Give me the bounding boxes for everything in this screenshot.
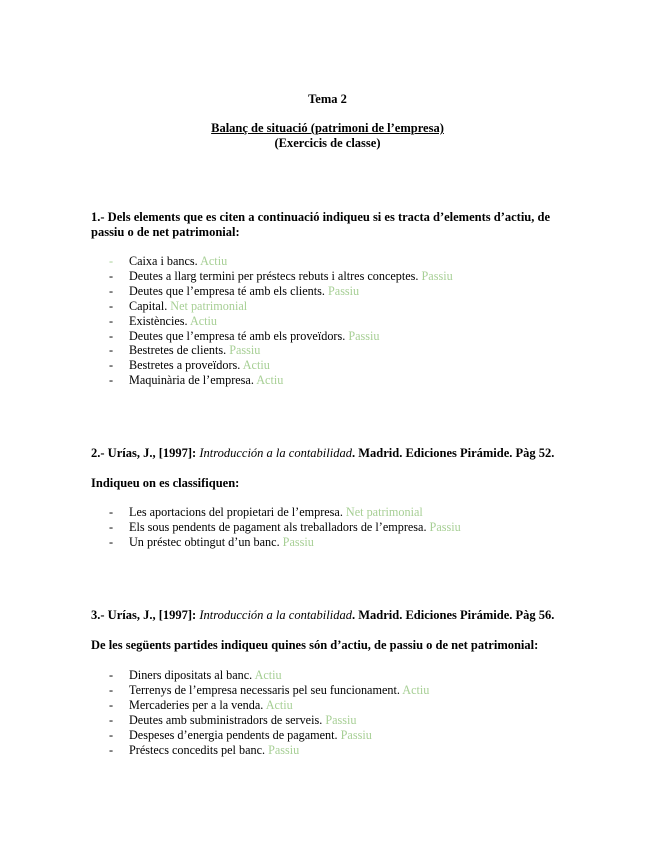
bullet-dash: -: [109, 298, 114, 313]
bullet-dash: -: [109, 283, 114, 298]
item-answer: Passiu: [268, 742, 300, 757]
reference-suffix: . Madrid. Ediciones Pirámide. Pàg 56.: [351, 608, 555, 622]
item-text: Capital.: [129, 298, 168, 313]
list-item: [91, 668, 571, 683]
item-text: Un préstec obtingut d’un banc.: [129, 534, 280, 549]
bullet-dash: -: [109, 328, 114, 343]
list-item: [91, 713, 571, 728]
item-answer: Net patrimonial: [170, 298, 248, 313]
list-item: [91, 284, 571, 299]
reference-prefix: 2.- Urías, J., [1997]:: [91, 446, 197, 460]
list-item: [91, 728, 571, 743]
item-answer: Actiu: [200, 254, 228, 268]
bullet-dash: -: [109, 519, 114, 534]
list-item: [91, 358, 571, 373]
list-item: [91, 269, 571, 284]
question-3-heading: [91, 608, 566, 623]
item-text: Les aportacions del propietari de l’empresa.: [129, 505, 343, 519]
item-answer: Actiu: [402, 682, 430, 697]
list-item: [91, 373, 571, 388]
item-text: Bestretes de clients.: [129, 343, 227, 358]
item-answer: Passiu: [328, 283, 360, 298]
item-answer: Passiu: [229, 343, 261, 358]
item-text: Deutes amb subministradors de serveis.: [129, 712, 323, 727]
bullet-dash: -: [109, 668, 114, 682]
bullet-dash: -: [109, 682, 114, 697]
bullet-dash: -: [109, 358, 114, 373]
list-item: [91, 329, 571, 344]
bullet-dash: -: [109, 343, 114, 358]
list-item: [91, 254, 571, 269]
item-text: Despeses d’energia pendents de pagament.: [129, 727, 338, 742]
bullet-dash: -: [109, 727, 114, 742]
item-text: Els sous pendents de pagament als treballadors de l’empresa.: [129, 519, 427, 534]
item-text: Préstecs concedits pel banc.: [129, 742, 266, 757]
item-answer: Passiu: [348, 328, 380, 343]
item-answer: Passiu: [429, 519, 461, 534]
reference-prefix: 3.- Urías, J., [1997]:: [91, 608, 197, 622]
item-text: Diners dipositats al banc.: [129, 668, 253, 682]
item-answer: Actiu: [254, 668, 282, 682]
list-item: [91, 299, 571, 314]
reference-book-title: Introducción a la contabilidad: [199, 608, 352, 622]
reference-book-title: Introducción a la contabilidad: [199, 446, 352, 460]
question-2-instruction: Indiqueu on es classifiquen:: [91, 476, 240, 490]
page-title: Tema 2: [308, 92, 347, 106]
item-text: Deutes a llarg termini per préstecs rebuts i altres conceptes.: [129, 268, 419, 283]
page-subtitle-note: (Exercicis de classe): [274, 136, 381, 150]
bullet-dash: -: [109, 313, 114, 328]
bullet-dash: -: [109, 505, 114, 519]
question-2-heading: [91, 446, 566, 461]
item-answer: Net patrimonial: [345, 505, 423, 519]
question-2-list: [91, 505, 571, 550]
list-item: [91, 505, 571, 520]
bullet-dash: -: [109, 742, 114, 757]
bullet-dash: -: [109, 534, 114, 549]
item-text: Terrenys de l’empresa necessaris pel seu funcionament.: [129, 682, 400, 697]
bullet-dash: -: [109, 712, 114, 727]
reference-suffix: . Madrid. Ediciones Pirámide. Pàg 52.: [351, 446, 555, 460]
item-answer: Actiu: [242, 358, 270, 373]
item-text: Existències.: [129, 313, 188, 328]
item-answer: Passiu: [421, 268, 453, 283]
item-text: Caixa i bancs.: [129, 254, 198, 268]
list-item: [91, 698, 571, 713]
item-answer: Passiu: [282, 534, 314, 549]
bullet-dash: -: [109, 268, 114, 283]
bullet-dash: -: [109, 254, 114, 268]
list-item: [91, 535, 571, 550]
item-text: Deutes que l’empresa té amb els proveïdors.: [129, 328, 346, 343]
question-3-list: [91, 668, 571, 757]
item-answer: Passiu: [325, 712, 357, 727]
list-item: [91, 743, 571, 758]
list-item: [91, 343, 571, 358]
item-text: Maquinària de l’empresa.: [129, 373, 254, 388]
page-subtitle: Balanç de situació (patrimoni de l’empresa): [211, 121, 444, 135]
question-1-list: [91, 254, 571, 388]
list-item: [91, 520, 571, 535]
item-text: Bestretes a proveïdors.: [129, 358, 241, 373]
bullet-dash: -: [109, 373, 114, 388]
item-answer: Actiu: [256, 373, 284, 388]
item-text: Deutes que l’empresa té amb els clients.: [129, 283, 325, 298]
item-answer: Actiu: [189, 313, 218, 328]
item-text: Mercaderies per a la venda.: [129, 697, 264, 712]
question-1-heading: 1.- Dels elements que es citen a continuació indiqueu si es tracta d’elements d’actiu, de passiu o de net patrimonial:: [91, 210, 550, 239]
list-item: [91, 314, 571, 329]
item-answer: Passiu: [340, 727, 372, 742]
bullet-dash: -: [109, 697, 114, 712]
item-answer: Actiu: [265, 697, 293, 712]
question-3-instruction: De les següents partides indiqueu quines són d’actiu, de passiu o de net patrimonial:: [91, 638, 539, 652]
list-item: [91, 683, 571, 698]
